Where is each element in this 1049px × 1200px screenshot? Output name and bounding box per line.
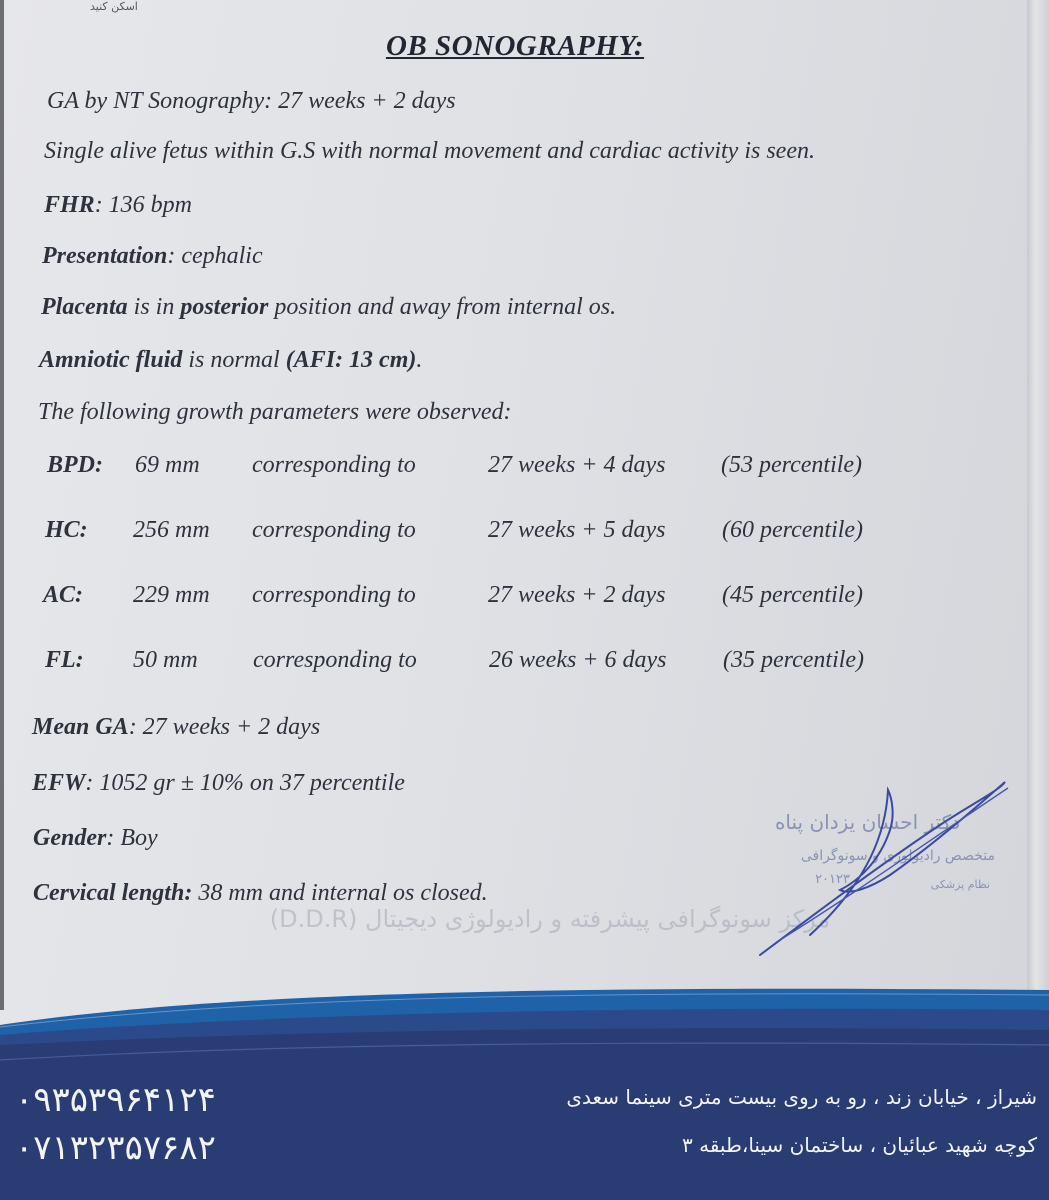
- amniotic-afi: (AFI: 13 cm): [285, 347, 417, 373]
- doctor-stamp: [740, 770, 1020, 970]
- presentation-line: [42, 243, 263, 270]
- growth-percentile: (60 percentile): [722, 517, 864, 543]
- footer-banner: [0, 985, 1049, 1200]
- top-note: اسکن کنید: [90, 0, 138, 13]
- growth-age: 27 weeks + 2 days: [488, 582, 666, 608]
- growth-row-hc: [0, 517, 1000, 547]
- growth-value: 69 mm: [135, 452, 200, 478]
- growth-percentile: (35 percentile): [723, 647, 865, 673]
- growth-corresponding: corresponding to: [253, 647, 417, 673]
- growth-percentile: (53 percentile): [721, 452, 863, 478]
- ga-label: GA by NT Sonography:: [47, 88, 273, 114]
- growth-label: FL:: [45, 647, 84, 673]
- placenta-label: Placenta: [41, 294, 128, 320]
- amniotic-line: [39, 347, 422, 374]
- placenta-position: posterior: [180, 294, 269, 320]
- growth-age: 27 weeks + 5 days: [488, 517, 666, 543]
- gender-value: : Boy: [106, 825, 158, 851]
- phone-mobile: ۰۹۳۵۳۹۶۴۱۲۴: [15, 1080, 216, 1120]
- growth-value: 50 mm: [133, 647, 198, 673]
- gender-line: [33, 825, 158, 852]
- amniotic-mid: is normal: [182, 347, 286, 373]
- growth-percentile: (45 percentile): [722, 582, 864, 608]
- watermark: مرکز سونوگرافی پیشرفته و رادیولوژی دیجیتال (D.D.R): [269, 905, 831, 933]
- growth-label: AC:: [43, 582, 84, 608]
- growth-row-ac: [0, 582, 1000, 612]
- placenta-rest: position and away from internal os.: [268, 294, 617, 320]
- growth-corresponding: corresponding to: [252, 582, 416, 608]
- presentation-value: : cephalic: [167, 243, 263, 269]
- efw-line: [32, 770, 405, 797]
- growth-corresponding: corresponding to: [252, 452, 416, 478]
- cervical-line: [33, 880, 488, 907]
- stamp-council: نظام پزشکی: [930, 878, 990, 891]
- presentation-label: Presentation: [42, 243, 168, 269]
- placenta-line: [41, 294, 616, 321]
- signature-mark: [740, 770, 1020, 970]
- amniotic-label: Amniotic fluid: [39, 347, 183, 373]
- page-edge-right: [1027, 0, 1049, 1020]
- stamp-name: دکتر احسان یزدان پناه: [774, 810, 960, 834]
- amniotic-end: .: [416, 347, 423, 373]
- growth-label: HC:: [45, 517, 88, 543]
- growth-row-fl: [0, 647, 1000, 677]
- fetus-line: Single alive fetus within G.S with normal movement and cardiac activity is seen.: [44, 138, 815, 164]
- phone-landline: ۰۷۱۳۲۳۵۷۶۸۲: [15, 1128, 216, 1168]
- growth-age: 27 weeks + 4 days: [488, 452, 666, 478]
- growth-row-bpd: [0, 452, 1000, 482]
- report-title: OB SONOGRAPHY:: [385, 30, 645, 62]
- address-line-1: شیراز ، خیابان زند ، رو به روی بیست متری سینما سعدی: [566, 1085, 1037, 1109]
- fhr-line: [44, 192, 192, 219]
- mean-ga-line: [32, 714, 320, 741]
- mean-ga-value: : 27 weeks + 2 days: [128, 714, 321, 740]
- growth-value: 256 mm: [133, 517, 210, 543]
- placenta-mid: is in: [127, 294, 181, 320]
- fhr-value: : 136 bpm: [94, 192, 193, 218]
- fhr-label: FHR: [44, 192, 95, 218]
- cervical-label: Cervical length:: [33, 880, 193, 906]
- growth-intro: The following growth parameters were observed:: [38, 399, 512, 425]
- efw-value: : 1052 gr ± 10% on 37 percentile: [85, 770, 405, 796]
- growth-label: BPD:: [47, 452, 103, 478]
- growth-value: 229 mm: [133, 582, 210, 608]
- mean-ga-label: Mean GA: [32, 714, 129, 740]
- growth-age: 26 weeks + 6 days: [489, 647, 667, 673]
- growth-corresponding: corresponding to: [252, 517, 416, 543]
- address-line-2: کوچه شهید عبائیان ، ساختمان سینا،طبقه ۳: [681, 1133, 1037, 1157]
- page-edge-left: [0, 0, 4, 1010]
- efw-label: EFW: [32, 770, 86, 796]
- cervical-value: 38 mm and internal os closed.: [192, 880, 488, 906]
- ga-line: [47, 88, 456, 115]
- stamp-specialty: متخصص رادیولوژی و سونوگرافی: [800, 848, 995, 864]
- gender-label: Gender: [33, 825, 107, 851]
- ga-value: 27 weeks + 2 days: [278, 88, 456, 114]
- stamp-number: ۲۰۱۲۳: [815, 872, 850, 887]
